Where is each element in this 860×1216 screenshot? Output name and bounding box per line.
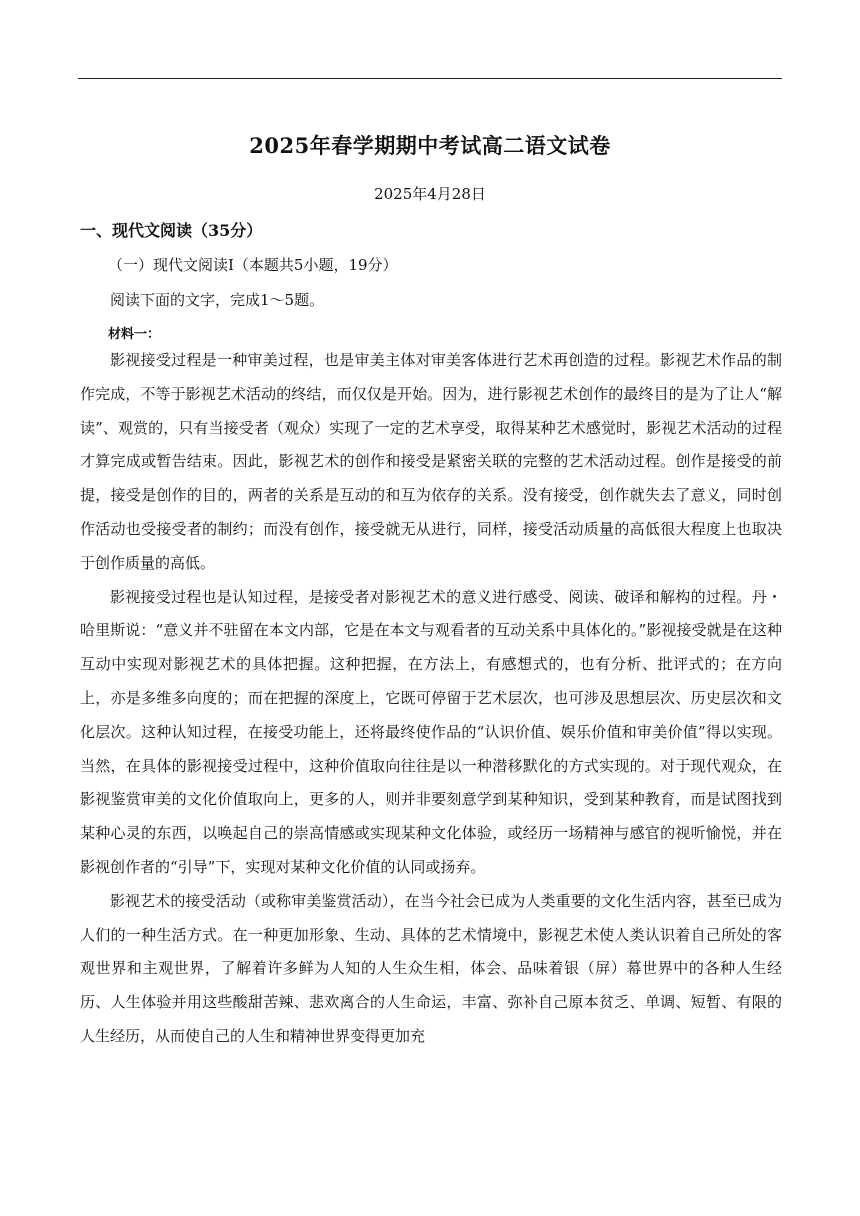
passage-paragraph: 影视接受过程也是认知过程，是接受者对影视艺术的意义进行感受、阅读、破译和解构的过程。丹・哈里斯说：“意义并不驻留在本文内部，它是在本文与观看者的互动关系中具体化的。”影视接受就是在这种互动中实现对影视艺术的具体把握。这种把握，在方法上，有感想式的，也有分析、批评式的；在方向上，亦是多维多向度的；而在把握的深度上，它既可停留于艺术层次，也可涉及思想层次、历史层次和文化层次。这种认知过程，在接受功能上，还将最终使作品的“认识价值、娱乐价值和审美价值”得以实现。当然，在具体的影视接受过程中，这种价值取向往往是以一种潜移默化的方式实现的。对于现代观众，在影视鉴赏审美的文化价值取向上，更多的人，则并非要刻意学到某种知识，受到某种教育，而是试图找到某种心灵的东西，以唤起自己的崇高情感或实现某种文化体验，或经历一场精神与感官的视听愉悦，并在影视创作者的“引导”下，实现对某种文化价值的认同或扬弃。: [80, 587, 782, 876]
header-rule: [78, 78, 782, 79]
passage-paragraph: 影视接受过程是一种审美过程，也是审美主体对审美客体进行艺术再创造的过程。影视艺术作品的制作完成，不等于影视艺术活动的终结，而仅仅是开始。因为，进行影视艺术创作的最终目的是为了让人“解读”、观赏的，只有当接受者（观众）实现了一定的艺术享受，取得某种艺术感觉时，影视艺术活动的过程才算完成或暂告结束。因此，影视艺术的创作和接受是紧密关联的完整的艺术活动过程。创作是接受的前提，接受是创作的目的，两者的关系是互动的和互为依存的关系。没有接受，创作就失去了意义，同时创作活动也受接受者的制约；而没有创作，接受就无从进行，同样，接受活动质量的高低很大程度上也取决于创作质量的高低。: [80, 351, 782, 572]
exam-title: 2025年春学期期中考试高二语文试卷: [249, 133, 611, 158]
passage-body: [80, 344, 782, 1054]
passage-paragraph: 影视艺术的接受活动（或称审美鉴赏活动），在当今社会已成为人类重要的文化生活内容，甚至已成为人们的一种生活方式。在一种更加形象、生动、具体的艺术情境中，影视艺术使人类认识着自己所处的客观世界和主观世界，了解着许多鲜为人知的人生众生相，体会、品味着银（屏）幕世界中的各种人生经历、人生体验并用这些酸甜苦辣、悲欢离合的人生命运，丰富、弥补自己原本贫乏、单调、短暂、有限的人生经历，从而使自己的人生和精神世界变得更加充: [80, 891, 782, 1045]
reading-instruction: 阅读下面的文字，完成1～5题。: [110, 291, 325, 309]
subsection-heading: （一）现代文阅读Ⅰ（本题共5小题，19分）: [108, 256, 398, 274]
section-heading: 一、现代文阅读（35分）: [80, 221, 263, 240]
material-label: 材料一：: [108, 327, 161, 342]
exam-date: 2025年4月28日: [374, 185, 486, 203]
